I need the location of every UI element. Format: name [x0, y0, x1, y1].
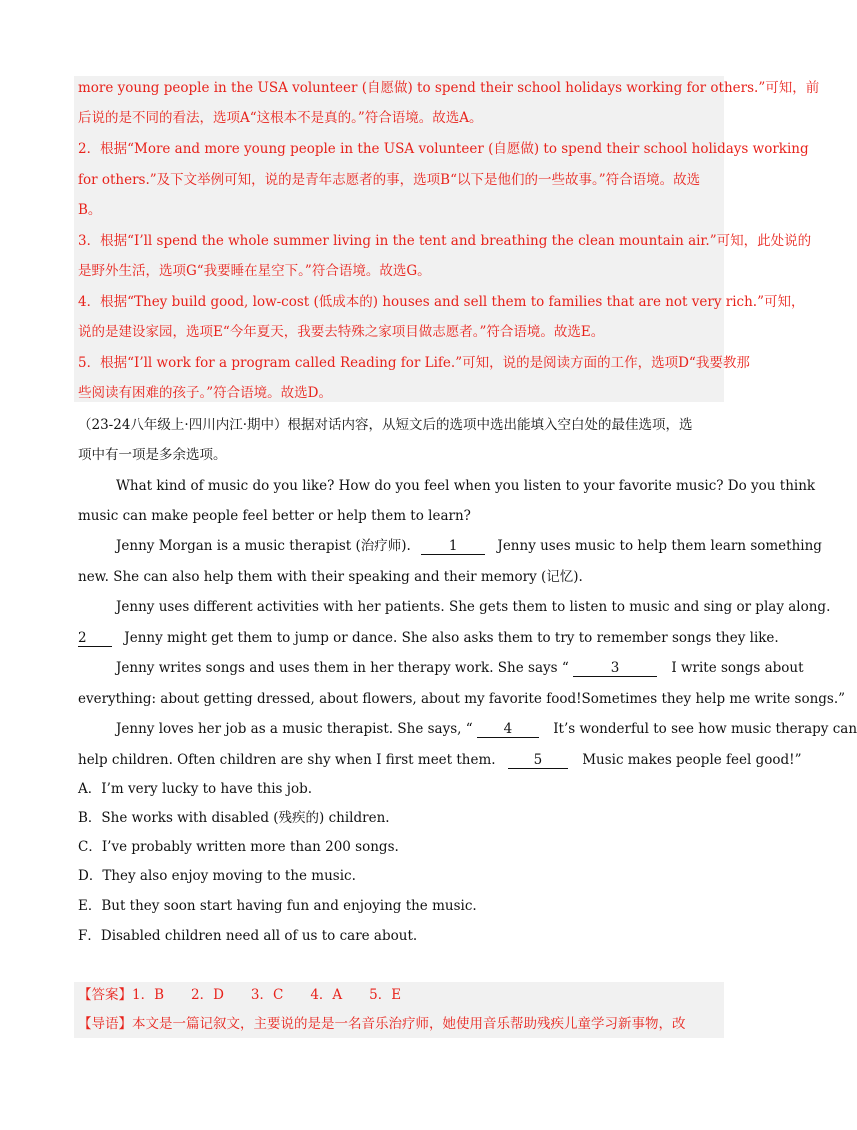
p4-text-before-blank: Jenny writes songs and uses them in her therapy work. She says “	[116, 660, 569, 676]
p5-text-before-blank-5: help children. Often children are shy when I first meet them.	[78, 752, 496, 768]
guide-text: 本文是一篇记叙文，主要说的是是一名音乐治疗师，她使用音乐帮助残疾儿童学习新事物，改	[132, 1016, 686, 1032]
passage-p2-line-1	[116, 536, 822, 556]
passage-p5-line-2	[78, 750, 802, 770]
passage-p2-line-2: new. She can also help them with their speaking and their memory (记忆).	[78, 569, 583, 585]
blank-4[interactable]: 4	[477, 721, 539, 738]
p5-text-before-blank: Jenny loves her job as a music therapist. She says, “	[116, 721, 473, 737]
explanation-line-10: 5．根据“I’ll work for a program called Reading for Life.”可知，说的是阅读方面的工作，选项D“我要教那	[78, 355, 750, 371]
question-intro-line-2: 项中有一项是多余选项。	[78, 447, 227, 463]
p5-text-after-blank: It’s wonderful to see how music therapy can	[553, 721, 857, 737]
explanation-line-7: 是野外生活，选项G“我要睡在星空下。”符合语境。故选G。	[78, 263, 431, 279]
passage-p5-line-1	[116, 719, 857, 739]
explanation-line-8: 4．根据“They build good, low-cost (低成本的) houses and sell them to families that are not very rich.”可知，	[78, 294, 805, 310]
option-b: B．She works with disabled (残疾的) children.	[78, 810, 390, 826]
guide-line	[78, 1014, 728, 1034]
explanation-line-1: more young people in the USA volunteer (自愿做) to spend their school holidays working for others.”可知，前	[78, 80, 820, 96]
blank-5[interactable]: 5	[508, 752, 568, 769]
explanation-line-2: 后说的是不同的看法，选项A“这根本不是真的。”符合语境。故选A。	[78, 110, 483, 126]
guide-tag: 【导语】	[78, 1016, 132, 1032]
explanation-line-9: 说的是建设家园，选项E“今年夏天，我要去特殊之家项目做志愿者。”符合语境。故选E。	[78, 324, 605, 340]
question-intro-line-1: （23-24八年级上·四川内江·期中）根据对话内容，从短文后的选项中选出能填入空白处的最佳选项，选	[78, 417, 693, 433]
explanation-line-3: 2．根据“More and more young people in the USA volunteer (自愿做) to spend their school holidays working	[78, 141, 809, 157]
explanation-line-11: 些阅读有困难的孩子。”符合语境。故选D。	[78, 385, 332, 401]
option-f: F．Disabled children need all of us to care about.	[78, 928, 418, 944]
blank-1[interactable]: 1	[421, 538, 485, 555]
answer-text: 1．B 2．D 3．C 4．A 5．E	[132, 987, 402, 1003]
blank-2[interactable]: 2	[78, 630, 112, 647]
answer-tag: 【答案】	[78, 987, 132, 1003]
blank-3[interactable]: 3	[573, 660, 657, 677]
p2-text-before-blank: Jenny Morgan is a music therapist (治疗师).	[116, 538, 411, 554]
option-a: A．I’m very lucky to have this job.	[78, 781, 313, 797]
passage-p3-line-2	[78, 628, 779, 648]
passage-p4-line-2: everything: about getting dressed, about flowers, about my favorite food!Sometimes they help me write songs.”	[78, 691, 846, 707]
explanation-line-4: for others.”及下文举例可知，说的是青年志愿者的事，选项B“以下是他们的一些故事。”符合语境。故选	[78, 172, 701, 188]
passage-p3-line-1: Jenny uses different activities with her patients. She gets them to listen to music and sing or play along.	[116, 599, 831, 615]
option-e: E．But they soon start having fun and enjoying the music.	[78, 898, 477, 914]
p2-text-after-blank: Jenny uses music to help them learn something	[497, 538, 822, 554]
explanation-line-6: 3．根据“I’ll spend the whole summer living in the tent and breathing the clean mountain air.”可知，此处说的	[78, 233, 812, 249]
passage-p1-line-1: What kind of music do you like? How do you feel when you listen to your favorite music? Do you think	[116, 478, 816, 494]
passage-p4-line-1	[116, 658, 804, 678]
option-c: C．I’ve probably written more than 200 songs.	[78, 839, 399, 855]
p4-text-after-blank: I write songs about	[671, 660, 804, 676]
p5-text-after-blank-5: Music makes people feel good!”	[582, 752, 802, 768]
passage-p1-line-2: music can make people feel better or help them to learn?	[78, 508, 471, 524]
answer-line	[78, 985, 728, 1005]
option-d: D．They also enjoy moving to the music.	[78, 868, 356, 884]
explanation-line-5: B。	[78, 202, 102, 218]
p3-text-after-blank: Jenny might get them to jump or dance. She also asks them to try to remember songs they like.	[124, 630, 779, 646]
